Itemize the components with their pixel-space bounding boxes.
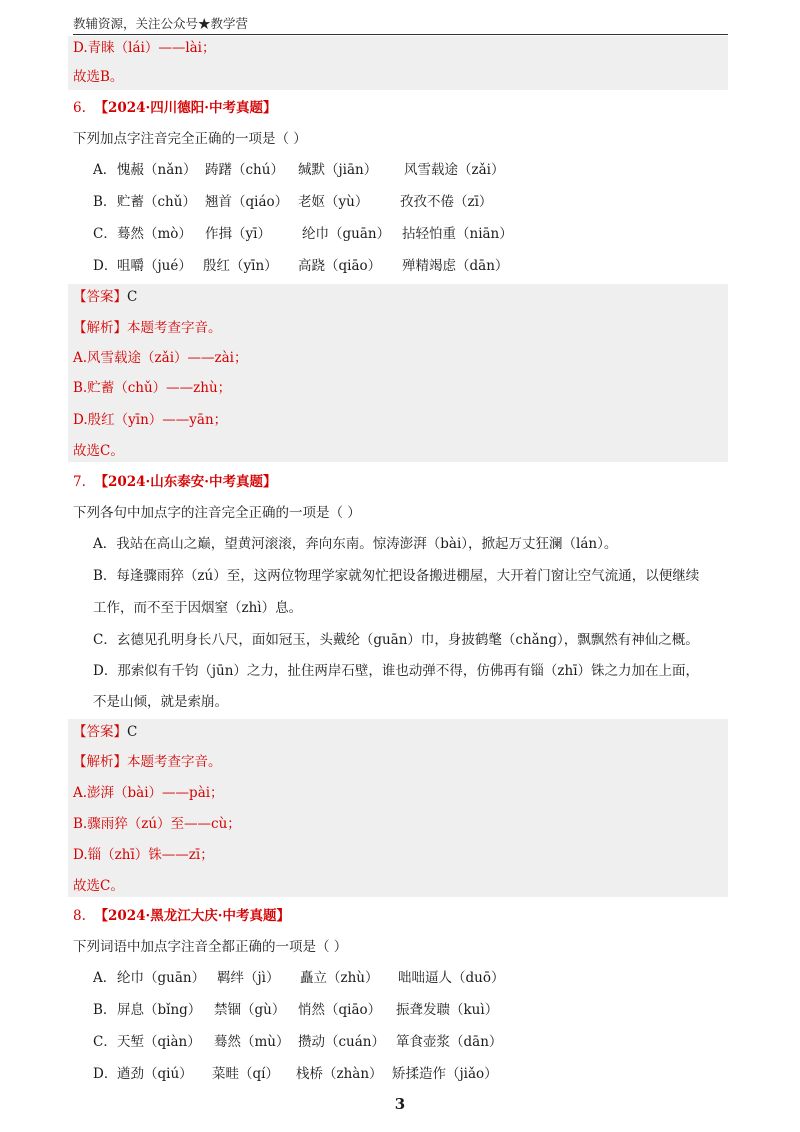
q8-number: 8.: [73, 908, 86, 924]
q7-analysis-tag: 【解析】: [73, 754, 127, 770]
q8-d-item-2: 菜畦（qí）: [212, 1066, 279, 1082]
q8-source: 【2024·黑龙江大庆·中考真题】: [94, 908, 290, 924]
q6-stem: 下列加点字注音完全正确的一项是（ ）: [73, 131, 307, 147]
q8-b-item-3: 悄然（qiāo）: [298, 1002, 382, 1018]
q6-a-item-4: 风雪载途（zǎi）: [404, 162, 505, 178]
q8-stem: 下列词语中加点字注音全都正确的一项是（ ）: [73, 939, 348, 955]
q6-a-item-2: 踌躇（chú）: [205, 162, 284, 178]
q8-d-item-4: 矫揉造作（jiǎo）: [392, 1066, 498, 1082]
q7-note-b: B.骤雨猝（zú）至——cù；: [73, 816, 241, 832]
q6-analysis: [73, 318, 222, 338]
q6-c-item-3: 纶巾（guān）: [302, 226, 391, 242]
q6-b-item-1: 贮蓄（chǔ）: [117, 194, 196, 210]
q6-answer-tag: 【答案】: [73, 289, 127, 305]
q7-answer-tag: 【答案】: [73, 724, 127, 740]
q8-c-item-2: 蓦然（mù）: [214, 1034, 290, 1050]
prev-note-d: D.青睐（lái）——lài；: [73, 40, 216, 56]
q8-b-item-1: 屏息（bǐng）: [117, 1002, 202, 1018]
q6-option-d-label: D．: [93, 258, 118, 274]
q6-number: 6.: [73, 100, 86, 116]
q6-answer: [73, 287, 137, 307]
header-divider: [73, 34, 728, 35]
q6-note-b: B.贮蓄（chǔ）——zhù；: [73, 380, 232, 396]
q8-b-item-2: 禁锢（gù）: [214, 1002, 286, 1018]
q7-option-c: C．玄德见孔明身长八尺，面如冠玉，头戴纶（guān）巾，身披鹤氅（chǎng），飘飘然有神仙之概。: [93, 632, 699, 648]
q6-analysis-text: 本题考查字音。: [127, 320, 222, 336]
q8-a-item-2: 羁绊（jì）: [217, 970, 280, 986]
q7-note-d: D.锱（zhī）铢——zī；: [73, 847, 214, 863]
q6-option-c-label: C．: [93, 226, 117, 242]
q8-b-item-4: 振聋发聩（kuì）: [396, 1002, 499, 1018]
q7-analysis-text: 本题考查字音。: [127, 754, 222, 770]
q6-option-a-label: A．: [93, 162, 117, 178]
q6-source: 【2024·四川德阳·中考真题】: [94, 100, 277, 116]
q6-b-item-3: 老妪（yù）: [298, 194, 369, 210]
q8-d-item-3: 栈桥（zhàn）: [296, 1066, 383, 1082]
q8-a-item-1: 纶巾（guān）: [117, 970, 206, 986]
q8-option-c-label: C．: [93, 1034, 117, 1050]
q7-option-d-line1: D．那索似有千钧（jūn）之力，扯住两岸石壁，谁也动弹不得，仿佛再有锱（zhī）铢之力加在上面，: [93, 663, 700, 679]
q7-stem: 下列各句中加点字的注音完全正确的一项是（ ）: [73, 505, 361, 521]
q8-option-d-label: D．: [93, 1066, 118, 1082]
q7-answer-value: C: [127, 724, 138, 740]
q8-option-b-label: B．: [93, 1002, 117, 1018]
q6-a-item-1: 愧赧（nǎn）: [117, 162, 197, 178]
q6-b-item-4: 孜孜不倦（zī）: [400, 194, 493, 210]
q8-c-item-1: 天堑（qiàn）: [117, 1034, 201, 1050]
q6-c-item-4: 拈轻怕重（niān）: [402, 226, 513, 242]
q7-option-b-line1: B．每逢骤雨猝（zú）至，这两位物理学家就匆忙把设备搬进棚屋，大开着门窗让空气流通，以便继续: [93, 568, 700, 584]
q7-answer: [73, 722, 137, 742]
q7-note-a: A.澎湃（bài）——pài；: [73, 785, 224, 801]
q7-option-a: A．我站在高山之巅，望黄河滚滚，奔向东南。惊涛澎湃（bài），掀起万丈狂澜（lán）。: [93, 536, 618, 552]
q7-conclusion: 故选C。: [73, 878, 124, 894]
q7-analysis: [73, 752, 222, 772]
q8-d-item-1: 遒劲（qiú）: [117, 1066, 193, 1082]
q7-answer-panel: [68, 719, 728, 897]
q6-d-item-4: 殚精竭虑（dān）: [402, 258, 509, 274]
q6-a-item-3: 缄默（jiān）: [298, 162, 378, 178]
q6-answer-value: C: [127, 289, 138, 305]
q6-analysis-tag: 【解析】: [73, 320, 127, 336]
q6-conclusion: 故选C。: [73, 443, 124, 459]
page-header: 教辅资源，关注公众号★教学营: [73, 16, 249, 31]
prev-conclusion: 故选B。: [73, 69, 124, 85]
q6-b-item-2: 翘首（qiáo）: [205, 194, 289, 210]
q6-d-item-3: 高跷（qiāo）: [298, 258, 382, 274]
q7-option-d-line2: 不是山倾，就是索崩。: [93, 694, 228, 710]
q8-c-item-3: 攒动（cuán）: [298, 1034, 385, 1050]
q8-a-item-4: 咄咄逼人（duō）: [398, 970, 505, 986]
q6-note-d: D.殷红（yīn）——yān；: [73, 412, 228, 428]
q6-option-b-label: B．: [93, 194, 117, 210]
q6-note-a: A.风雪载途（zǎi）——zài；: [73, 350, 248, 366]
q6-d-item-2: 殷红（yīn）: [203, 258, 278, 274]
q6-d-item-1: 咀嚼（jué）: [117, 258, 192, 274]
q6-answer-panel: [68, 284, 728, 462]
q7-source: 【2024·山东泰安·中考真题】: [94, 474, 277, 490]
q7-number: 7.: [73, 474, 86, 490]
q8-option-a-label: A．: [93, 970, 117, 986]
q7-option-b-line2: 工作，而不至于因烟窒（zhì）息。: [93, 600, 303, 616]
q8-c-item-4: 箪食壶浆（dān）: [396, 1034, 503, 1050]
q6-c-item-1: 蓦然（mò）: [117, 226, 192, 242]
q8-heading: [73, 906, 290, 926]
q7-heading: [73, 472, 276, 492]
page-number: 3: [394, 1095, 406, 1113]
q6-heading: [73, 98, 276, 118]
q8-a-item-3: 矗立（zhù）: [300, 970, 379, 986]
q6-c-item-2: 作揖（yī）: [205, 226, 271, 242]
